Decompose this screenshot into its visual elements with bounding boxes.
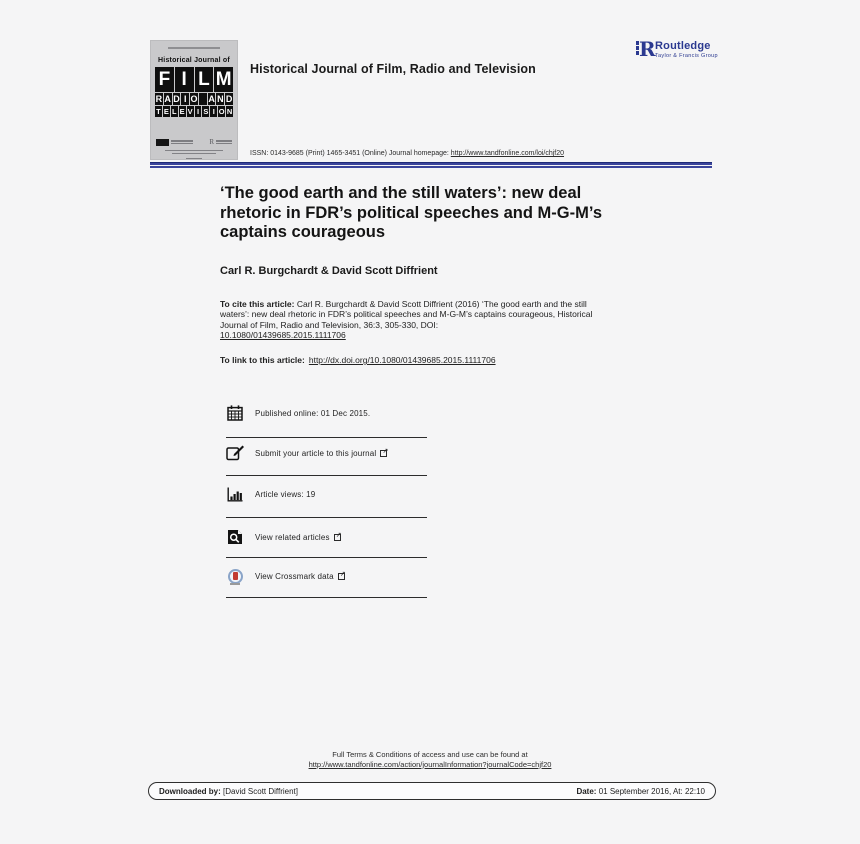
crossmark-row[interactable] [226, 564, 428, 588]
terms-line1: Full Terms & Conditions of access and use can be found at [332, 750, 528, 759]
journal-homepage-link[interactable]: http://www.tandfonline.com/loi/chjf20 [450, 150, 565, 157]
divider [226, 475, 427, 476]
iamhist-logo-text [171, 140, 193, 144]
routledge-tagline: Taylor & Francis Group [655, 53, 718, 59]
article-title: ‘The good earth and the still waters’: new deal rhetoric in FDR’s political speeches and M-G-M’s captains courageous [220, 184, 603, 241]
doi-link[interactable]: 10.1080/01439685.2015.1111706 [220, 330, 346, 341]
download-date: Date: 01 September 2016, At: 22:10 [576, 786, 705, 796]
divider [226, 597, 427, 598]
link-label: To link to this article: [220, 355, 305, 365]
divider [226, 557, 427, 558]
related-articles-label: View related articles [255, 532, 330, 542]
terms-url-link[interactable]: http://www.tandfonline.com/action/journalInformation?journalCode=chjf20 [308, 759, 552, 769]
external-link-icon [334, 534, 341, 541]
crossmark-icon [226, 569, 244, 584]
downloaded-by: Downloaded by: [David Scott Diffrient] [159, 786, 298, 796]
cover-film-wordmark: F I L M [155, 67, 233, 92]
published-online-row[interactable] [226, 402, 428, 424]
bar-chart-icon [226, 487, 244, 502]
cover-issue-line [168, 47, 220, 49]
published-online-label: Published online: 01 Dec 2015. [255, 408, 371, 418]
cite-label: To cite this article: [220, 299, 295, 309]
cover-radio-and-wordmark: R A D I O A N D [155, 94, 233, 104]
crossmark-label: View Crossmark data [255, 571, 334, 581]
download-info-bar [148, 782, 716, 800]
cover-journal-label: Historical Journal of [158, 57, 230, 64]
journal-cover-thumbnail [150, 40, 238, 160]
cover-routledge-text [216, 140, 232, 144]
submit-article-row[interactable] [226, 442, 428, 464]
citation-block [220, 299, 612, 341]
cover-routledge-mark: R [209, 138, 214, 146]
article-authors: Carl R. Burgchardt & David Scott Diffrient [220, 265, 438, 277]
issn-homepage-line [250, 150, 564, 157]
submit-article-label: Submit your article to this journal [255, 448, 377, 458]
external-link-icon [338, 573, 345, 580]
related-articles-icon [226, 529, 244, 545]
calendar-icon [226, 405, 244, 421]
article-views-label: Article views: 19 [255, 489, 316, 499]
external-link-icon [380, 450, 387, 457]
related-articles-row[interactable] [226, 526, 428, 548]
article-url-link[interactable]: http://dx.doi.org/10.1080/01439685.2015.1111706 [308, 355, 496, 365]
cover-logos-row [156, 136, 232, 148]
submit-pencil-icon [226, 445, 244, 461]
cover-fineprint [150, 150, 238, 159]
header-divider [150, 162, 712, 168]
iamhist-logo [156, 139, 169, 146]
divider [226, 437, 427, 438]
journal-title: Historical Journal of Film, Radio and Television [250, 62, 536, 76]
cover-television-wordmark: T E L E V I S I O N [156, 107, 233, 116]
routledge-name: Routledge [655, 40, 711, 52]
divider [226, 517, 427, 518]
routledge-logo [636, 39, 718, 61]
cite-text: Carl R. Burgchardt & David Scott Diffrient (2016) ‘The good earth and the still waters’: new deal rhetoric in FDR’s political speeches and M-G-M’s captains courageous, Historical Journal of Film, Radio and Television, 36:3, 305-330, DOI: [220, 299, 593, 330]
issn-text: ISSN: 0143-9685 (Print) 1465-3451 (Online) Journal homepage: [250, 150, 451, 157]
article-views-row[interactable] [226, 483, 428, 505]
link-line [220, 355, 496, 365]
terms-note [200, 750, 660, 769]
routledge-r-mark-icon: R [636, 39, 652, 61]
